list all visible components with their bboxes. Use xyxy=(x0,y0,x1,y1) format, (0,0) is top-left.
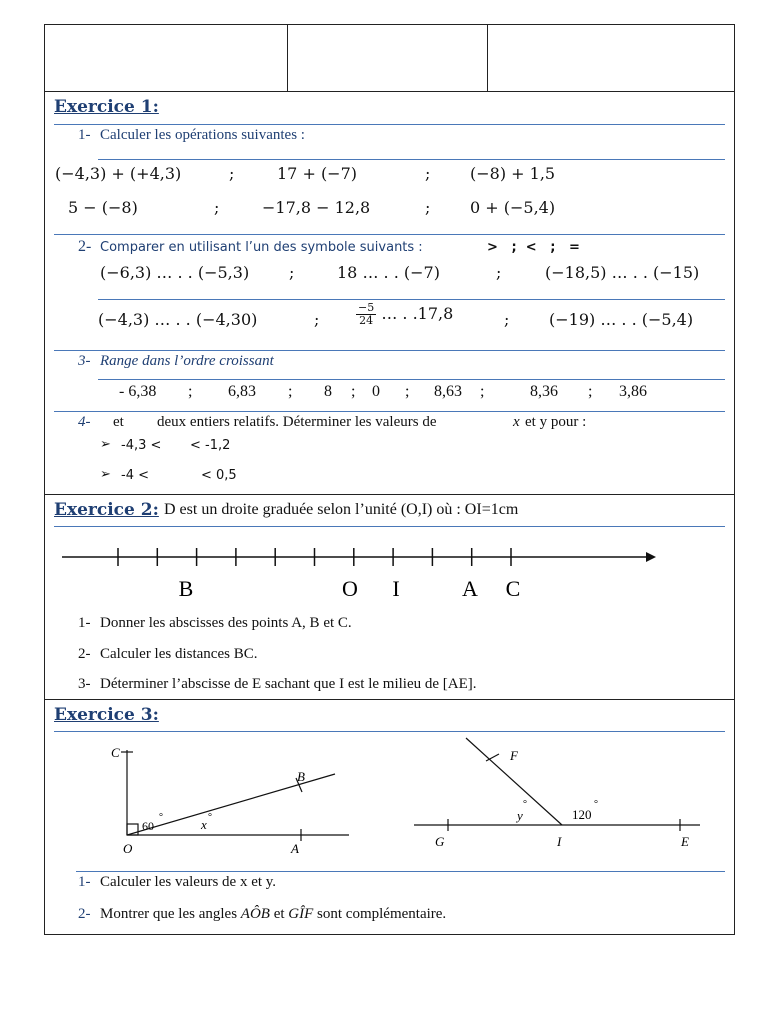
degree-icon: ° xyxy=(208,812,212,823)
fraction: $\frac{-5}{24}$ xyxy=(358,301,375,327)
exercise-2-intro: D est un droite graduée selon l’unité (O,I) où : OI=1cm xyxy=(164,501,519,518)
order-6: 8,36 xyxy=(530,383,558,400)
degree-icon: ° xyxy=(523,799,527,810)
axis-label-B: B xyxy=(178,576,194,601)
point-label-C: C xyxy=(111,745,120,760)
ex2-item1-text: Donner les abscisses des points A, B et C. xyxy=(100,615,352,631)
q3-number: 3- xyxy=(78,353,91,369)
ex3-item2-text: Montrer que les angles AÔB et GÎF sont complémentaire. xyxy=(100,906,447,922)
q4-text-c: et y pour : xyxy=(525,414,587,430)
point-label-E: E xyxy=(681,834,689,849)
order-sep: ; xyxy=(405,383,410,400)
op-row1-b: 17 + (−7) xyxy=(277,164,358,183)
angle-aob: AÔB xyxy=(240,906,270,922)
order-7: 3,86 xyxy=(619,383,647,400)
cond2-left: -4 < xyxy=(121,468,149,483)
axis-label-I: I xyxy=(392,576,400,601)
order-sep: ; xyxy=(480,383,485,400)
point-label-O: O xyxy=(123,841,133,856)
ex3-item1-number: 1- xyxy=(78,874,91,890)
order-sep: ; xyxy=(288,383,293,400)
cmp-row1-sep1: ; xyxy=(289,263,295,282)
op-row2-c: 0 + (−5,4) xyxy=(470,198,556,217)
op-row1-sep2: ; xyxy=(425,164,431,183)
order-1: - 6,38 xyxy=(119,383,157,400)
arrow-bullet-icon: ➢ xyxy=(100,467,111,482)
exercise-1-title: Exercice 1: xyxy=(54,97,159,117)
q2-symbols: > ; < ; = xyxy=(487,240,580,255)
exercise-2-title: Exercice 2: xyxy=(54,500,159,520)
cmp-row1-b: 18 … . . (−7) xyxy=(337,263,440,282)
cmp-row1-c: (−18,5) … . . (−15) xyxy=(545,263,700,282)
q3-text: Range dans l’ordre croissant xyxy=(100,353,274,369)
order-sep: ; xyxy=(188,383,193,400)
cmp-row2-sep1: ; xyxy=(314,310,320,329)
angle-label-120: 120 xyxy=(572,807,592,822)
order-5: 8,63 xyxy=(434,383,462,400)
q2-text: Comparer en utilisant l’un des symbole suivants : xyxy=(100,240,423,255)
order-sep: ; xyxy=(588,383,593,400)
ex2-item3-text: Déterminer l’abscisse de E sachant que I est le milieu de [AE]. xyxy=(100,676,477,692)
rule xyxy=(54,234,725,235)
op-row2-sep2: ; xyxy=(425,198,431,217)
point-label-B: B xyxy=(297,769,305,784)
rule xyxy=(54,411,725,412)
cond2-right: < 0,5 xyxy=(201,468,237,483)
op-row1-sep1: ; xyxy=(229,164,235,183)
axis-label-O: O xyxy=(342,576,358,601)
exercise-3-title: Exercice 3: xyxy=(54,705,159,725)
number-line xyxy=(56,540,666,610)
cond1-left: -4,3 < xyxy=(121,438,162,453)
rule xyxy=(76,871,725,872)
angle-gif: GÎF xyxy=(288,906,314,922)
cmp-row2-sep2: ; xyxy=(504,310,510,329)
figure-angle-gif xyxy=(410,732,710,857)
order-sep: ; xyxy=(351,383,356,400)
q4-text-a: et xyxy=(113,414,124,430)
arrow-bullet-icon: ➢ xyxy=(100,437,111,452)
q2-number: 2- xyxy=(78,238,92,255)
op-row2-sep1: ; xyxy=(214,198,220,217)
point-label-F: F xyxy=(510,748,518,763)
q4-var-x: x xyxy=(513,414,520,430)
ex3-item1-text: Calculer les valeurs de x et y. xyxy=(100,874,277,890)
op-row2-b: −17,8 − 12,8 xyxy=(262,198,371,217)
order-3: 8 xyxy=(324,383,332,400)
cmp-row2-a: (−4,3) … . . (−4,30) xyxy=(98,310,258,329)
header-divider-1 xyxy=(287,24,288,92)
angle-label-x: x xyxy=(201,817,207,832)
ex3-item2-number: 2- xyxy=(78,906,91,922)
axis-label-C: C xyxy=(505,576,521,601)
rule xyxy=(98,299,725,300)
header-divider-2 xyxy=(487,24,488,92)
q4-number: 4- xyxy=(78,414,91,430)
ex2-item2-text: Calculer les distances BC. xyxy=(100,646,258,662)
exercise-1-box xyxy=(44,91,735,495)
q1-text: Calculer les opérations suivantes : xyxy=(100,127,305,143)
cmp-row2-b: $\frac{-5}{24}$ … . .17,8 xyxy=(358,301,454,327)
q1-number: 1- xyxy=(78,127,91,143)
rule xyxy=(98,159,725,160)
degree-icon: ° xyxy=(594,799,598,810)
op-row2-a: 5 − (−8) xyxy=(68,198,138,217)
cmp-row1-sep2: ; xyxy=(496,263,502,282)
angle-label-60: 60 xyxy=(142,819,154,833)
point-label-G: G xyxy=(435,834,445,849)
degree-icon: ° xyxy=(159,812,163,823)
rule xyxy=(54,526,725,527)
ex2-item2-number: 2- xyxy=(78,646,91,662)
angle-label-y: y xyxy=(517,808,523,823)
op-row1-a: (−4,3) + (+4,3) xyxy=(55,164,182,183)
cmp-row1-a: (−6,3) … . . (−5,3) xyxy=(100,263,250,282)
rule xyxy=(54,124,725,125)
rule xyxy=(54,350,725,351)
cmp-row2-c: (−19) … . . (−5,4) xyxy=(549,310,694,329)
ex2-item1-number: 1- xyxy=(78,615,91,631)
header-table xyxy=(44,24,735,92)
point-label-A: A xyxy=(291,841,299,856)
rule xyxy=(98,379,725,380)
q4-text-b: deux entiers relatifs. Déterminer les valeurs de xyxy=(157,414,437,430)
figure-angle-aob xyxy=(105,740,355,860)
op-row1-c: (−8) + 1,5 xyxy=(470,164,556,183)
cond1-right: < -1,2 xyxy=(190,438,231,453)
point-label-I: I xyxy=(557,834,562,849)
order-2: 6,83 xyxy=(228,383,256,400)
ex2-item3-number: 3- xyxy=(78,676,91,692)
order-4: 0 xyxy=(372,383,380,400)
axis-label-A: A xyxy=(462,576,478,601)
